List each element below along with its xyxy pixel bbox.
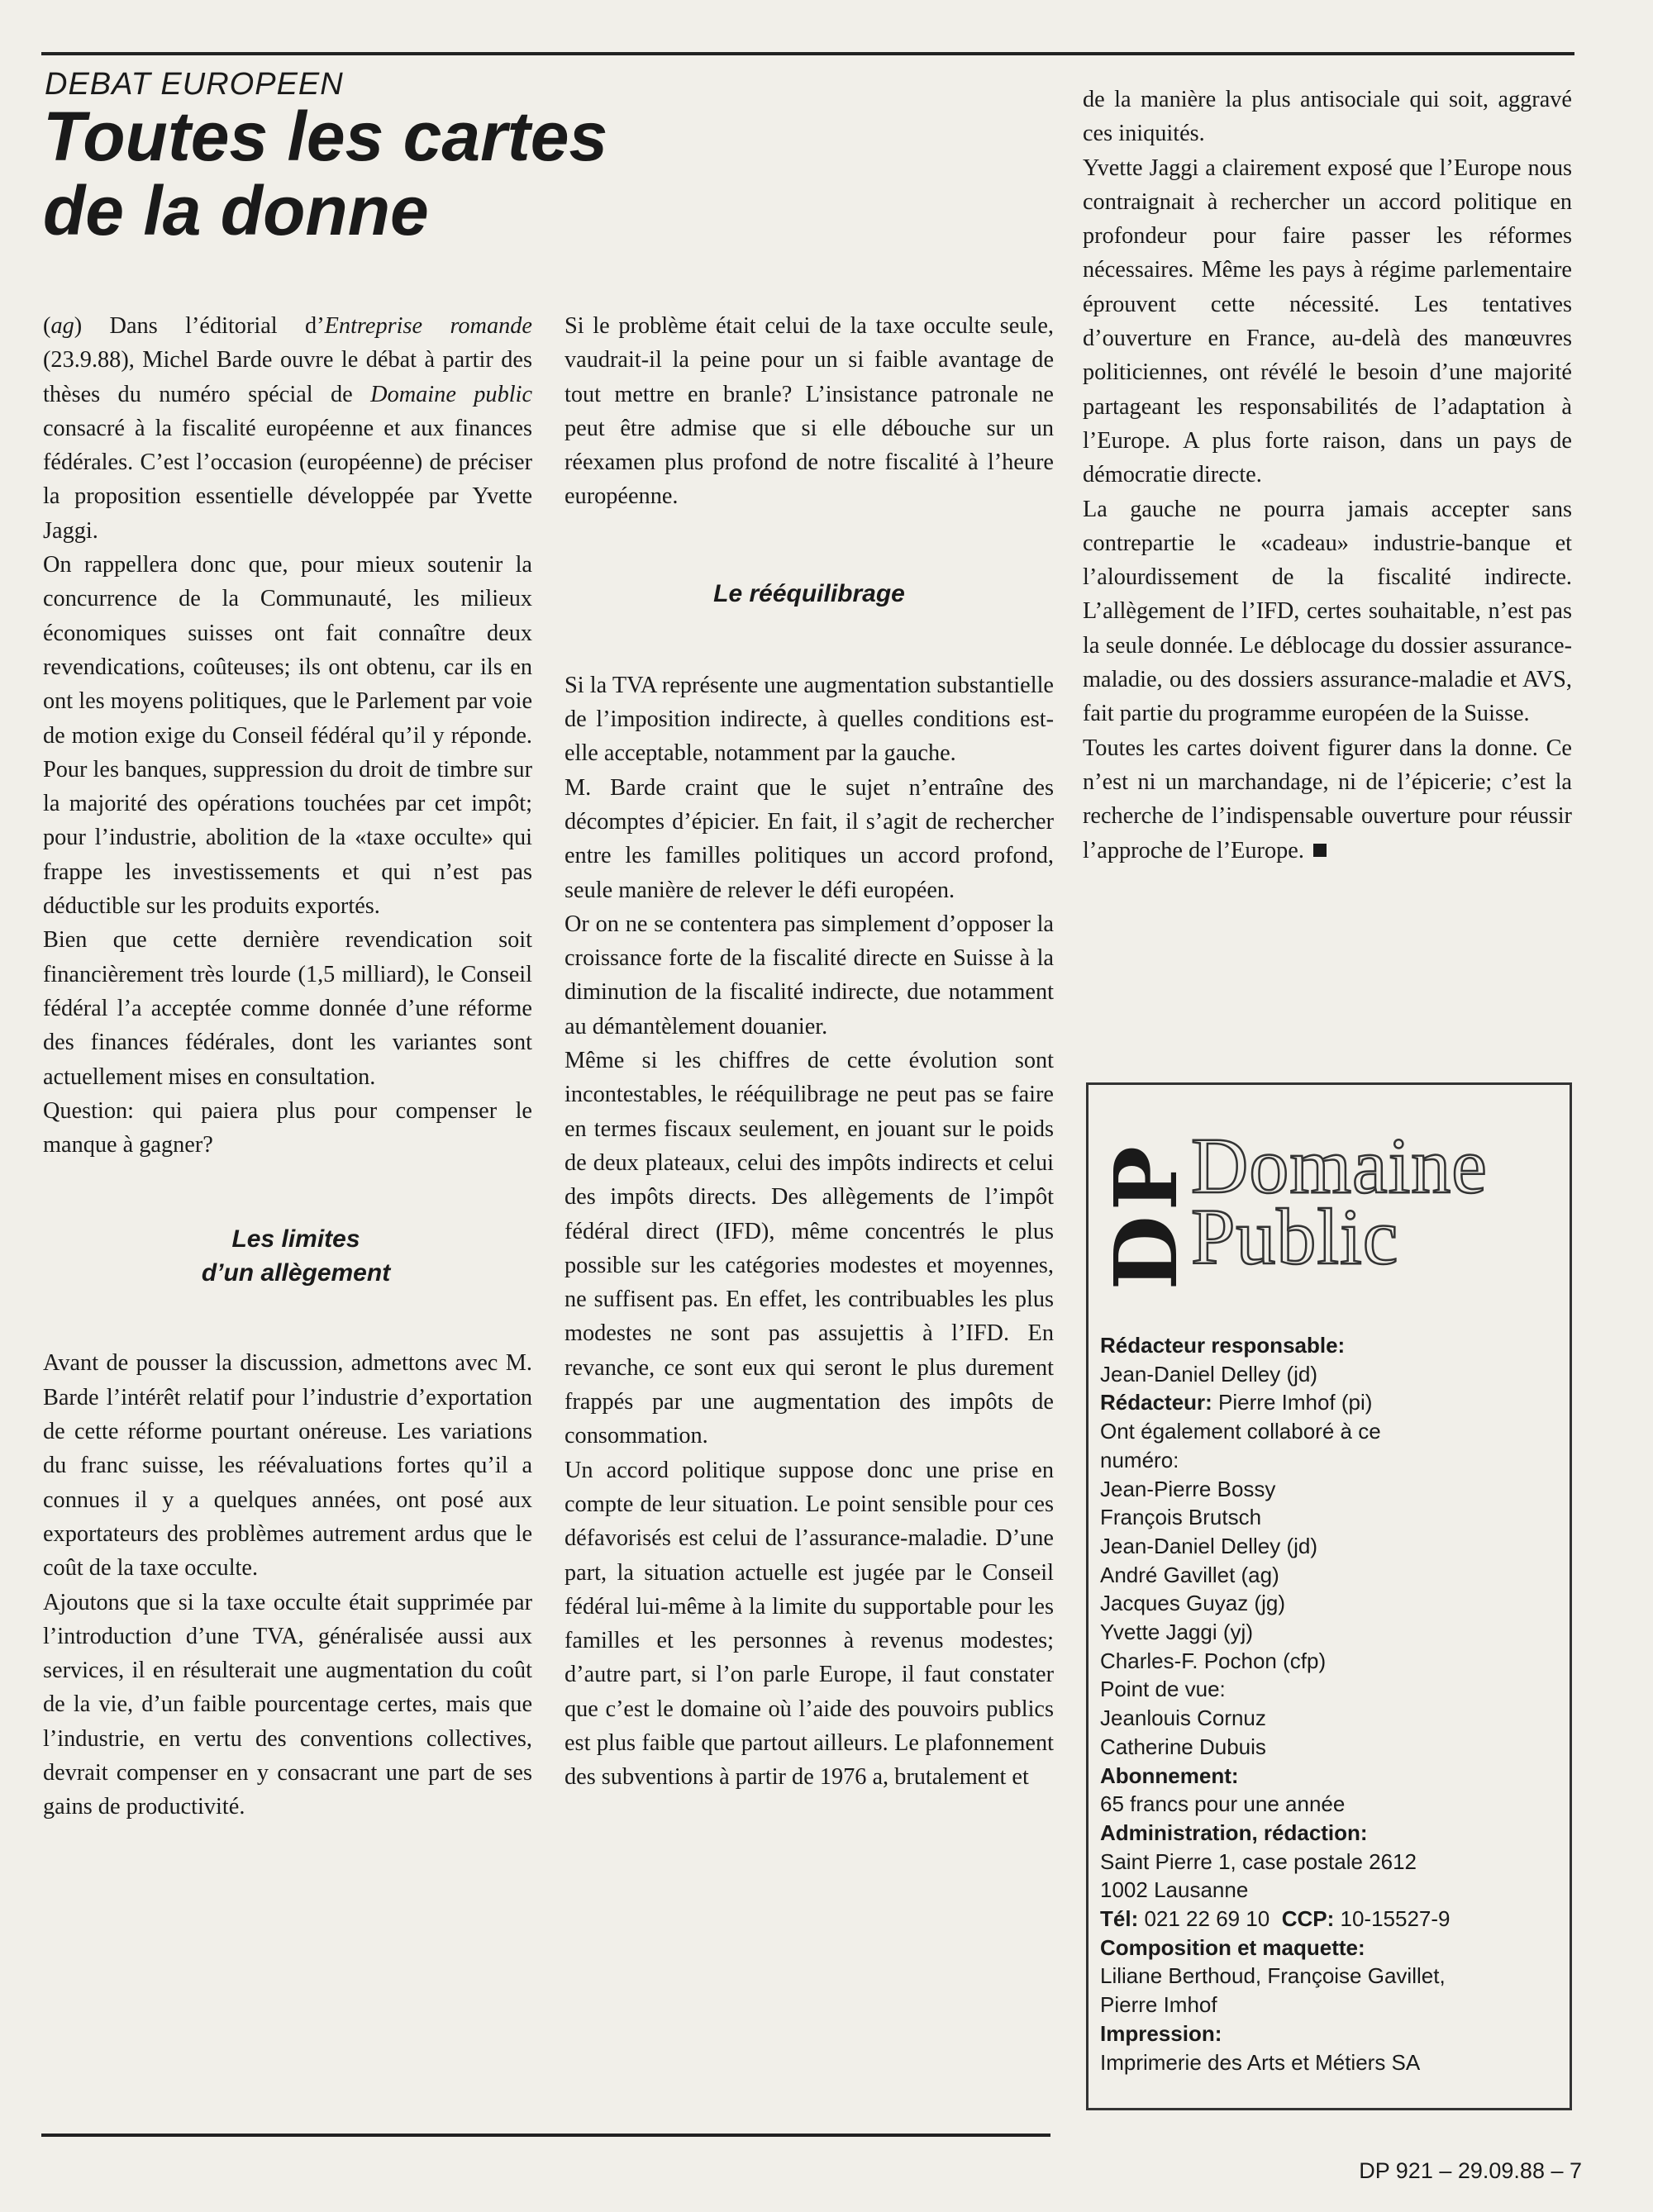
- contributor: Catherine Dubuis: [1100, 1734, 1266, 1759]
- page-folio: DP 921 – 29.09.88 – 7: [1359, 2158, 1582, 2183]
- article-column-3: [1083, 83, 1572, 868]
- logo-dp-letters: DP: [1095, 1141, 1197, 1291]
- imprint-line: 021 22 69 10: [1138, 1906, 1282, 1932]
- article-title: [43, 99, 671, 248]
- masthead-box: [1086, 1082, 1572, 2110]
- imprint-line: Imprimerie des Arts et Métiers SA: [1100, 2049, 1421, 2075]
- article-column-2: [564, 309, 1054, 1795]
- imprint-label: Administration, rédaction:: [1100, 1820, 1368, 1845]
- imprint-line: Saint Pierre 1, case postale 2612: [1100, 1848, 1417, 1874]
- paragraph: Bien que cette dernière revendication soit financièrement très lourde (1,5 milliard), le Conseil fédéral l’a acceptée comme donnée d’une réforme des finances fédérales, dont les variantes sont actuellement mises en consultation.: [43, 927, 532, 1090]
- section-kicker: DEBAT EUROPEEN: [45, 67, 344, 102]
- end-of-article-mark: [1313, 844, 1327, 857]
- article-column-1: [43, 309, 532, 1824]
- subheading-reequilibrage: Le rééquilibrage: [713, 579, 905, 607]
- imprint-label: Rédacteur:: [1100, 1390, 1212, 1415]
- domaine-public-logo: [1095, 1121, 1563, 1291]
- contributor: Jean-Daniel Delley (jd): [1100, 1533, 1317, 1558]
- paragraph: Toutes les cartes doivent figurer dans la donne. Ce n’est ni un marchandage, ni de l’épicerie; c’est la recherche de l’indispensable ouverture pour réussir l’approche de l’Europe.: [1083, 735, 1572, 863]
- logo-word-public: Public: [1191, 1192, 1399, 1281]
- title-line-2: de la donne: [43, 172, 429, 250]
- paragraph: (ag) Dans l’éditorial d’Entreprise romande (23.9.88), Michel Barde ouvre le débat à partir des thèses du numéro spécial de Domaine public consacré à la fiscalité européenne et aux finances fédérales. C’est l’occasion (européenne) de préciser la proposition essentielle développée par Yvette Jaggi.: [43, 313, 533, 544]
- imprint-line: Pierre Imhof (pi): [1212, 1390, 1373, 1415]
- paragraph: Or on ne se contentera pas simplement d’opposer la croissance forte de la fiscalité directe en Suisse à la diminution de la fiscalité indirecte, due notamment au démantèlement douanier.: [564, 911, 1054, 1039]
- paragraph: M. Barde craint que le sujet n’entraîne des décomptes d’épicier. En fait, il s’agit de rechercher entre les familles politiques un accord profond, seule manière de relever le défi européen.: [564, 774, 1054, 903]
- paragraph: Un accord politique suppose donc une prise en compte de leur situation. Le point sensible pour ces défavorisés est celui de l’assurance-maladie. D’une part, la situation actuelle est jugée par le Conseil fédéral lui-même à la limite du supportable pour les familles et les personnes à revenus modestes; d’autre part, si l’on parle Europe, il faut constater que c’est le domaine où l’aide des pouvoirs publics est plus faible que partout ailleurs. Le plafonnement des subventions à partir de 1976 a, brutalement et: [564, 1457, 1054, 1791]
- paragraph: On rappellera donc que, pour mieux soutenir la concurrence de la Communauté, les milieux économiques suisses ont fait connaître deux revendications, coûteuses; ils ont obtenu, car ils en ont les moyens politiques, que le Parlement par voie de motion exige du Conseil fédéral qu’il y réponde. Pour les banques, suppression du droit de timbre sur la majorité des opérations touchées par cet impôt; pour l’industrie, abolition de la «taxe occulte» qui frappe les investissements et qui n’est pas déductible sur les produits exportés.: [43, 552, 532, 920]
- imprint-line: Point de vue:: [1100, 1677, 1226, 1702]
- logo-word-domaine: Domaine: [1191, 1121, 1488, 1210]
- contributor: Jean-Pierre Bossy: [1100, 1476, 1276, 1501]
- contributor: Yvette Jaggi (yj): [1100, 1620, 1253, 1645]
- imprint-label: Tél:: [1100, 1906, 1139, 1932]
- bottom-rule: [41, 2134, 1050, 2137]
- imprint-label: CCP:: [1281, 1906, 1335, 1932]
- imprint-label: Composition et maquette:: [1100, 1934, 1365, 1960]
- paragraph: Yvette Jaggi a clairement exposé que l’Europe nous contraignait à rechercher un accord politique en profondeur pour faire passer les réformes nécessaires. Même les pays à régime parlementaire éprouvent cette nécessité. Les tentatives d’ouverture en France, au-delà des manœuvres politiciennes, ont révélé le besoin d’une majorité partageant les responsabilités de l’adaptation à l’Europe. A plus forte raison, dans un pays de démocratie directe.: [1083, 155, 1572, 488]
- imprint-line: Jean-Daniel Delley (jd): [1100, 1361, 1317, 1387]
- subheading-limites: Les limites d’un allègement: [201, 1225, 391, 1287]
- imprint-line: 10-15527-9: [1334, 1906, 1451, 1932]
- paragraph: Si le problème était celui de la taxe occulte seule, vaudrait-il la peine pour un si faible avantage de tout mettre en branle? L’insistance patronale ne peut être admise que si elle débouche sur un réexamen plus profond de notre fiscalité à l’heure européenne.: [564, 313, 1054, 510]
- contributor: François Brutsch: [1100, 1505, 1262, 1530]
- imprint-label: Rédacteur responsable:: [1100, 1333, 1346, 1358]
- paragraph: Question: qui paiera plus pour compenser le manque à gagner?: [43, 1097, 532, 1158]
- contributor: André Gavillet (ag): [1100, 1562, 1279, 1587]
- contributor: Jeanlouis Cornuz: [1100, 1705, 1266, 1731]
- imprint-line: Pierre Imhof: [1100, 1992, 1217, 2018]
- imprint-label: Impression:: [1100, 2020, 1222, 2046]
- paragraph: de la manière la plus antisociale qui soit, aggravé ces iniquités.: [1083, 87, 1572, 147]
- imprint-line: 1002 Lausanne: [1100, 1877, 1249, 1903]
- imprint-label: Abonnement:: [1100, 1762, 1239, 1788]
- top-rule: [41, 52, 1574, 55]
- imprint-line: numéro:: [1100, 1447, 1179, 1472]
- contributor: Jacques Guyaz (jg): [1100, 1591, 1285, 1616]
- title-line-1: Toutes les cartes: [43, 98, 608, 175]
- paragraph: Avant de pousser la discussion, admettons avec M. Barde l’intérêt relatif pour l’industrie d’exportation de cette réforme pourtant onéreuse. Les variations du franc suisse, les réévaluations fortes qu’il a connues il y a quelques années, ont posé aux exportateurs des problèmes autrement ardus que le coût de la taxe occulte.: [43, 1350, 532, 1582]
- imprint-line: 65 francs pour une année: [1100, 1791, 1346, 1817]
- imprint: [1100, 1331, 1563, 2076]
- imprint-line: Ont également collaboré à ce: [1100, 1419, 1381, 1444]
- contributor: Charles-F. Pochon (cfp): [1100, 1648, 1327, 1673]
- paragraph: La gauche ne pourra jamais accepter sans contrepartie le «cadeau» industrie-banque et l’alourdissement de la fiscalité indirecte. L’allègement de l’IFD, certes souhaitable, n’est pas la seule donnée. Le déblocage du dossier assurance-maladie, ou des dossiers assurance-maladie et AVS, fait partie du programme européen de la Suisse.: [1083, 496, 1572, 727]
- paragraph: Si la TVA représente une augmentation substantielle de l’imposition indirecte, à quelles conditions est-elle acceptable, notamment par la gauche.: [564, 672, 1054, 767]
- paragraph: Même si les chiffres de cette évolution sont incontestables, le rééquilibrage ne peut pas se faire en termes fiscaux seulement, en jouant sur le poids de deux plateaux, celui des impôts indirects et celui des impôts directs. Des allègements de l’impôt fédéral direct (IFD), même concentrés le plus possible sur les catégories modestes et moyennes, ne suffisent pas. En effet, les contribuables les plus modestes ne sont pas assujettis à l’IFD. En revanche, ce sont eux qui seront le plus durement frappés par une augmentation des impôts de consommation.: [564, 1048, 1054, 1449]
- paragraph: Ajoutons que si la taxe occulte était supprimée par l’introduction d’une TVA, généralisée aussi aux services, il en résulterait une augmentation du coût de la vie, d’un faible pourcentage certes, mais que l’industrie, en vertu des conventions collectives, devrait compenser en y consacrant une part de ses gains de productivité.: [43, 1589, 532, 1820]
- imprint-line: Liliane Berthoud, Françoise Gavillet,: [1100, 1963, 1446, 1989]
